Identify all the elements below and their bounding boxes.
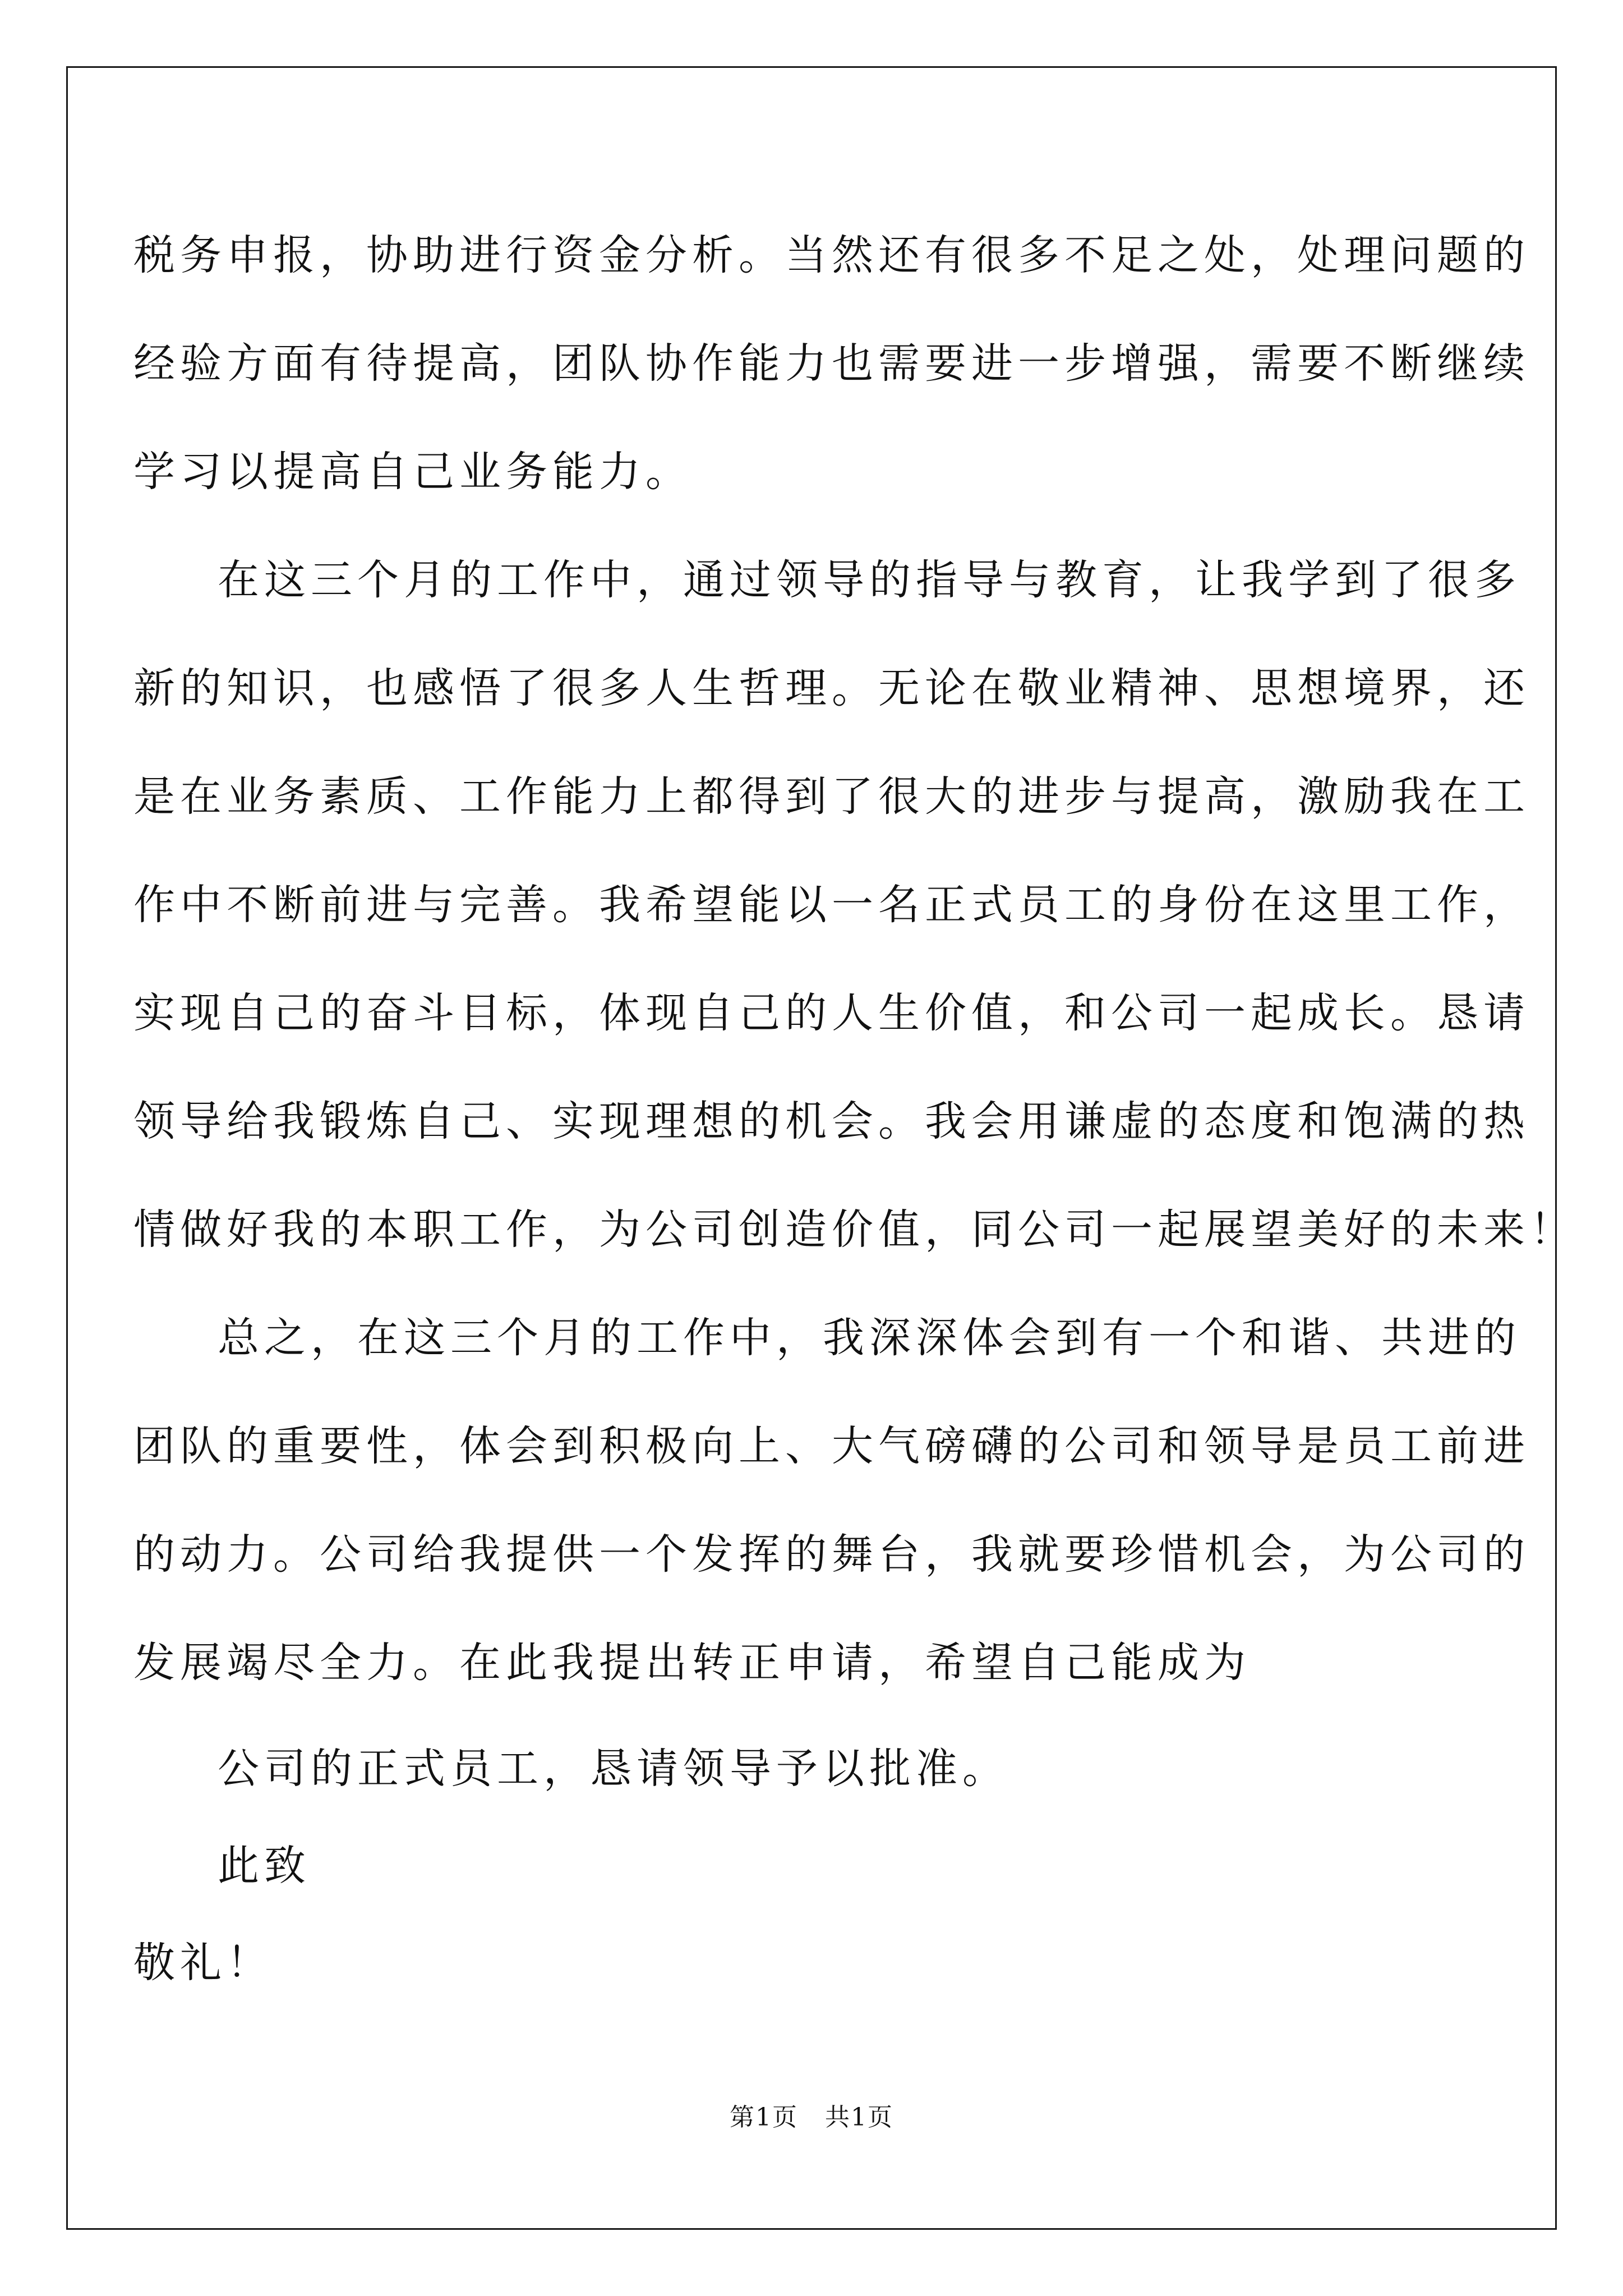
closing-salutation: 此致 [218,1842,311,1890]
text-line-12: 团队的重要性，体会到积极向上、大气磅礴的公司和领导是员工前进 [133,1422,1530,1470]
text-line-5: 新的知识，也感悟了很多人生哲理。无论在敬业精神、思想境界，还 [133,664,1530,712]
text-line-7: 作中不断前进与完善。我希望能以一名正式员工的身份在这里工作， [133,881,1530,929]
text-line-14: 发展竭尽全力。在此我提出转正申请，希望自己能成为 [133,1639,1251,1687]
closing-regards: 敬礼！ [133,1939,273,1987]
text-line-6: 是在业务素质、工作能力上都得到了很大的进步与提高，激励我在工 [133,772,1530,821]
text-line-13: 的动力。公司给我提供一个发挥的舞台，我就要珍惜机会，为公司的 [133,1530,1530,1579]
text-line-10: 情做好我的本职工作，为公司创造价值，同公司一起展望美好的未来！ [133,1205,1576,1254]
text-line-8: 实现自己的奋斗目标，体现自己的人生价值，和公司一起成长。恳请 [133,989,1530,1037]
text-line-4: 在这三个月的工作中，通过领导的指导与教育，让我学到了很多 [218,556,1521,604]
page-footer: 第1页 共1页 [730,2103,893,2132]
text-line-9: 领导给我锻炼自己、实现理想的机会。我会用谦虚的态度和饱满的热 [133,1097,1530,1145]
text-line-2: 经验方面有待提高，团队协作能力也需要进一步增强，需要不断继续 [133,339,1530,388]
text-line-1: 税务申报，协助进行资金分析。当然还有很多不足之处，处理问题的 [133,231,1530,279]
text-line-15: 公司的正式员工，恳请领导予以批准。 [218,1745,1009,1793]
text-line-11: 总之，在这三个月的工作中，我深深体会到有一个和谐、共进的 [218,1314,1521,1362]
text-line-3: 学习以提高自己业务能力。 [133,448,692,496]
